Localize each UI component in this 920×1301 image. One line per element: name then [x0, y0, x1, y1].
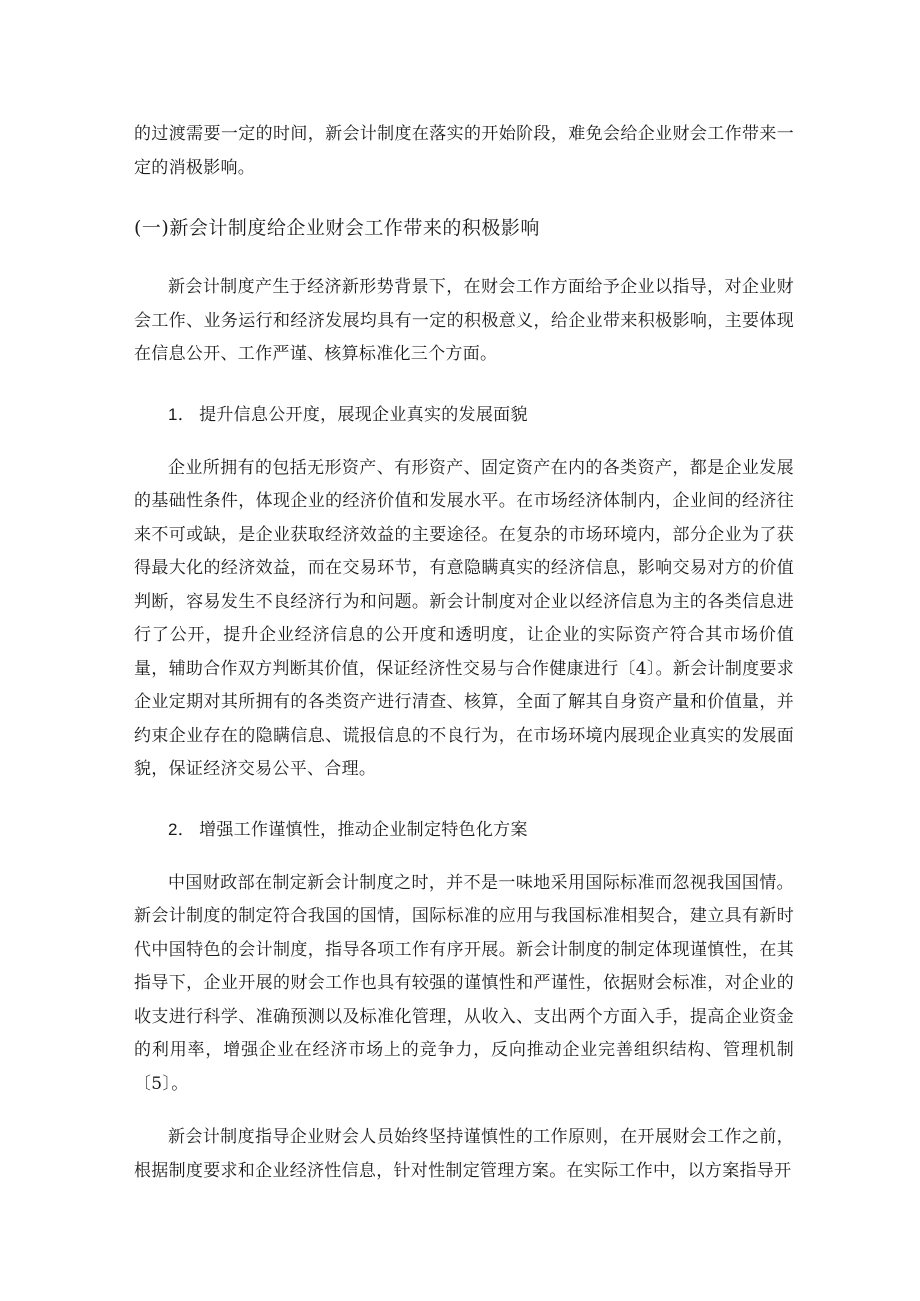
subsection-2-title: 增强工作谨慎性，推动企业制定特色化方案 [199, 819, 528, 840]
section-heading: (一)新会计制度给企业财会工作带来的积极影响 [134, 217, 540, 239]
intro-paragraph: 的过渡需要一定的时间，新会计制度在落实的开始阶段，难免会给企业财会工作带来一定的消极影响。 [134, 124, 794, 178]
subsection-1-paragraph: 企业所拥有的包括无形资产、有形资产、固定资产在内的各类资产，都是企业发展的基础性条件，体现企业的经济价值和发展水平。在市场经济体制内，企业间的经济往来不可或缺，是企业获取经济效益的主要途径。在复杂的市场环境内，部分企业为了获得最大化的经济效益，而在交易环节，有意隐瞒真实的经济信息，影响交易对方的价值判断，容易发生不良经济行为和问题。新会计制度对企业以经济信息为主的各类信息进行了公开，提升企业经济信息的公开度和透明度，让企业的实际资产符合其市场价值量，辅助合作双方判断其价值，保证经济性交易与合作健康进行〔4〕。新会计制度要求企业定期对其所拥有的各类资产进行清查、核算，全面了解其自身资产量和价值量，并约束企业存在的隐瞒信息、谎报信息的不良行为，在市场环境内展现企业真实的发展面貌，保证经济交易公平、合理。 [134, 457, 795, 779]
subsection-2-heading [134, 813, 794, 847]
subsection-1-heading [134, 398, 794, 432]
subsection-1-title: 提升信息公开度，展现企业真实的发展面貌 [199, 404, 528, 425]
section-intro-paragraph: 新会计制度产生于经济新形势背景下，在财会工作方面给予企业以指导，对企业财会工作、业务运行和经济发展均具有一定的积极意义，给企业带来积极影响，主要体现在信息公开、工作严谨、核算标准化三个方面。 [134, 277, 794, 364]
subsection-1-number: 1． [168, 404, 196, 424]
subsection-2-paragraph-2: 新会计制度指导企业财会人员始终坚持谨慎性的工作原则，在开展财会工作之前，根据制度要求和企业经济性信息，针对性制定管理方案。在实际工作中，以方案指导开 [134, 1127, 794, 1181]
subsection-2-number: 2． [168, 819, 196, 839]
subsection-2-paragraph-1: 中国财政部在制定新会计制度之时，并不是一味地采用国际标准而忽视我国国情。新会计制度的制定符合我国的国情，国际标准的应用与我国标准相契合，建立具有新时代中国特色的会计制度，指导各项工作有序开展。新会计制度的制定体现谨慎性，在其指导下，企业开展的财会工作也具有较强的谨慎性和严谨性，依据财会标准，对企业的收支进行科学、准确预测以及标准化管理，从收入、支出两个方面入手，提高企业资金的利用率，增强企业在经济市场上的竞争力，反向推动企业完善组织结构、管理机制〔5〕。 [134, 872, 794, 1094]
document-page [134, 118, 794, 1188]
